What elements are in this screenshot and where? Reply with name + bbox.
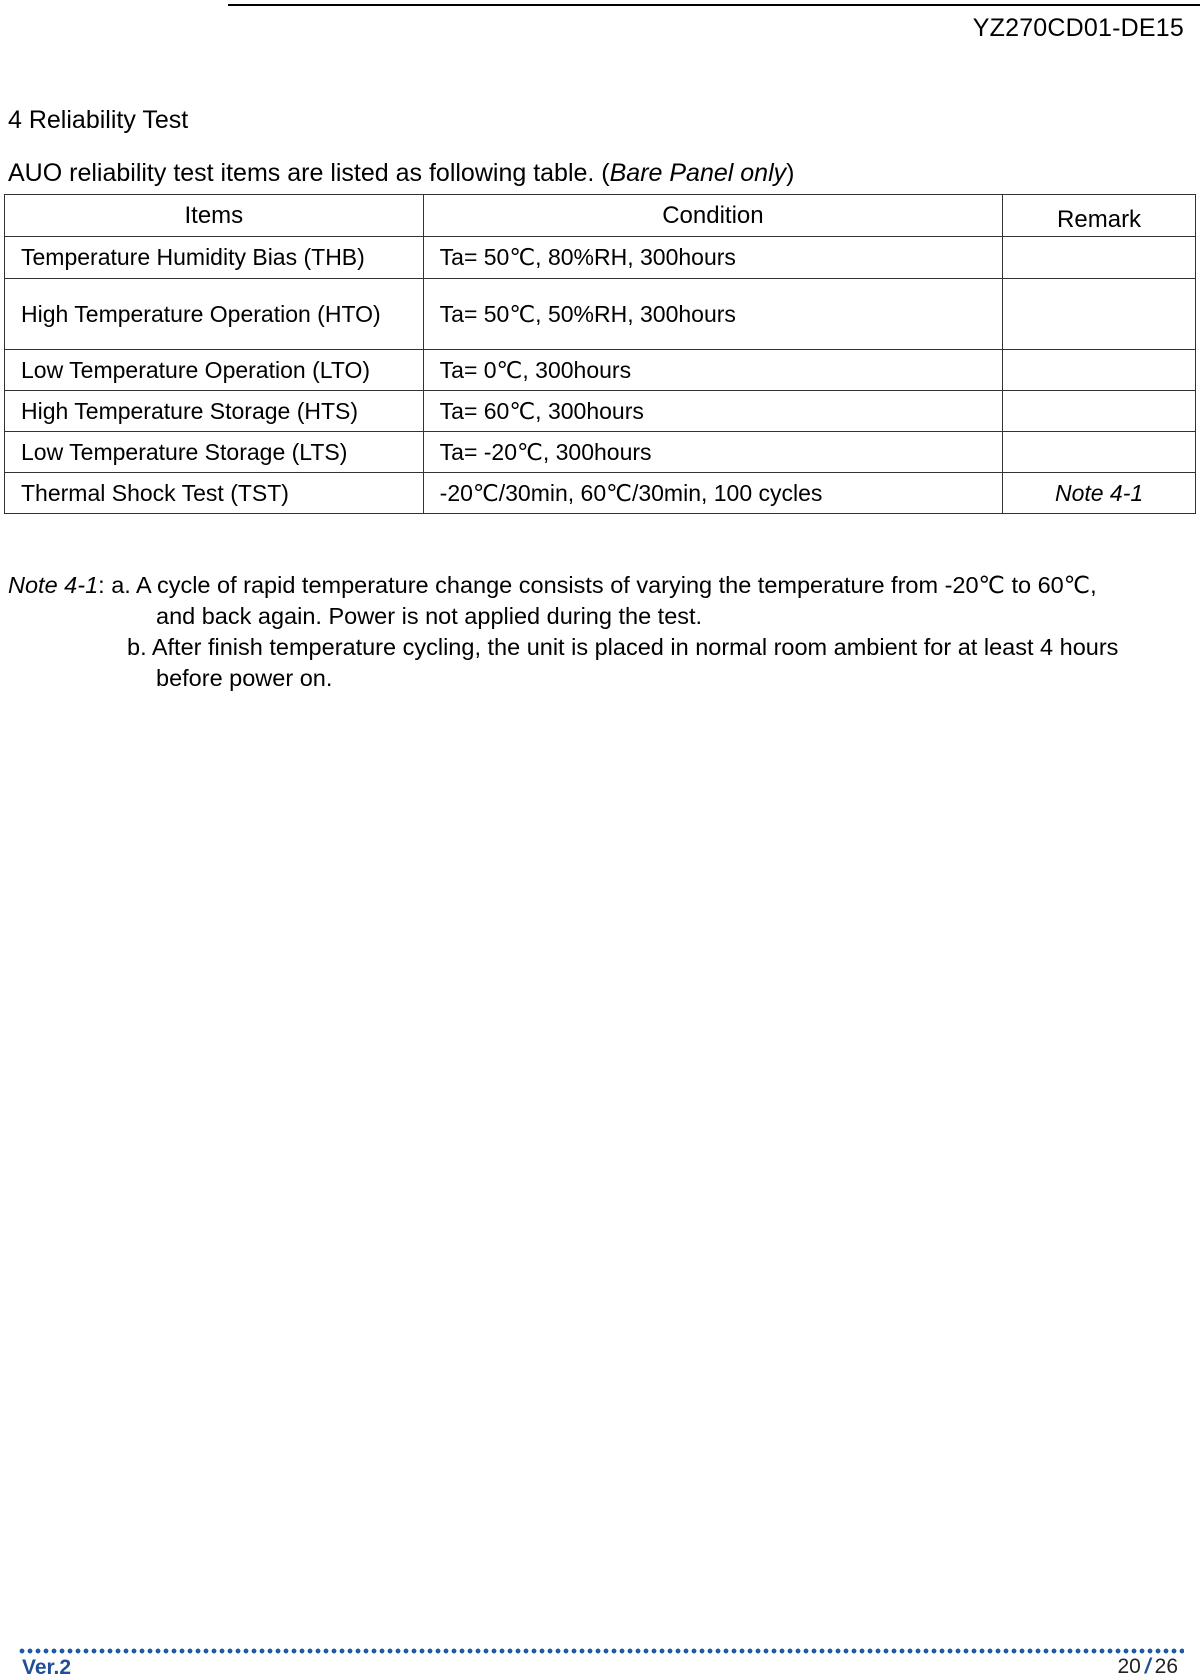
cell-condition: Ta= 50℃, 80%RH, 300hours xyxy=(423,237,1002,279)
table-row xyxy=(5,237,1196,279)
table-row xyxy=(5,391,1196,432)
note-line-b1: b. After finish temperature cycling, the unit is placed in normal room ambient for at least 4 hours xyxy=(127,634,1119,660)
note-line-a2: and back again. Power is not applied during the test. xyxy=(156,603,703,629)
table-row xyxy=(5,279,1196,350)
note-label: Note 4-1 xyxy=(8,572,99,598)
document-id: YZ270CD01-DE15 xyxy=(972,14,1184,42)
table-row xyxy=(5,350,1196,391)
intro-italic: Bare Panel only xyxy=(609,159,787,187)
cell-item: High Temperature Operation (HTO) xyxy=(5,279,424,350)
table-row xyxy=(5,473,1196,514)
cell-remark-note-link: Note 4-1 xyxy=(1003,473,1196,514)
note-block xyxy=(8,570,1194,694)
page-total: 26 xyxy=(1154,1655,1178,1678)
reliability-table xyxy=(4,194,1196,514)
intro-paragraph xyxy=(8,159,794,188)
header-rule xyxy=(228,4,1200,6)
cell-remark xyxy=(1003,391,1196,432)
cell-remark xyxy=(1003,237,1196,279)
footer-dotted-rule xyxy=(18,1648,1184,1654)
cell-item: High Temperature Storage (HTS) xyxy=(5,391,424,432)
note-a-line1: a. A cycle of rapid temperature change consists of varying the temperature from -20℃ to 60℃, xyxy=(111,572,1097,598)
cell-remark xyxy=(1003,350,1196,391)
cell-item: Low Temperature Operation (LTO) xyxy=(5,350,424,391)
cell-condition: Ta= -20℃, 300hours xyxy=(423,432,1002,473)
cell-condition: Ta= 50℃, 50%RH, 300hours xyxy=(423,279,1002,350)
table-header-row xyxy=(5,195,1196,237)
intro-close: ) xyxy=(786,159,795,187)
cell-item: Temperature Humidity Bias (THB) xyxy=(5,237,424,279)
cell-remark xyxy=(1003,279,1196,350)
footer-version: Ver.2 xyxy=(22,1656,72,1679)
intro-text: AUO reliability test items are listed as following table. ( xyxy=(8,159,610,187)
cell-remark xyxy=(1003,432,1196,473)
header-remark: Remark xyxy=(1003,195,1196,237)
note-line-b2: before power on. xyxy=(156,665,333,691)
header-condition: Condition xyxy=(423,195,1002,237)
cell-condition: Ta= 0℃, 300hours xyxy=(423,350,1002,391)
header-items: Items xyxy=(5,195,424,237)
note-line-a1 xyxy=(8,570,1194,601)
cell-item: Low Temperature Storage (LTS) xyxy=(5,432,424,473)
note-label-suffix: : xyxy=(98,572,112,598)
cell-item: Thermal Shock Test (TST) xyxy=(5,473,424,514)
section-title: 4 Reliability Test xyxy=(8,106,189,134)
table-row xyxy=(5,432,1196,473)
page-number xyxy=(1117,1655,1178,1679)
cell-condition: -20℃/30min, 60℃/30min, 100 cycles xyxy=(423,473,1002,514)
page-separator: / xyxy=(1144,1655,1151,1678)
cell-condition: Ta= 60℃, 300hours xyxy=(423,391,1002,432)
page-current: 20 xyxy=(1117,1655,1141,1678)
